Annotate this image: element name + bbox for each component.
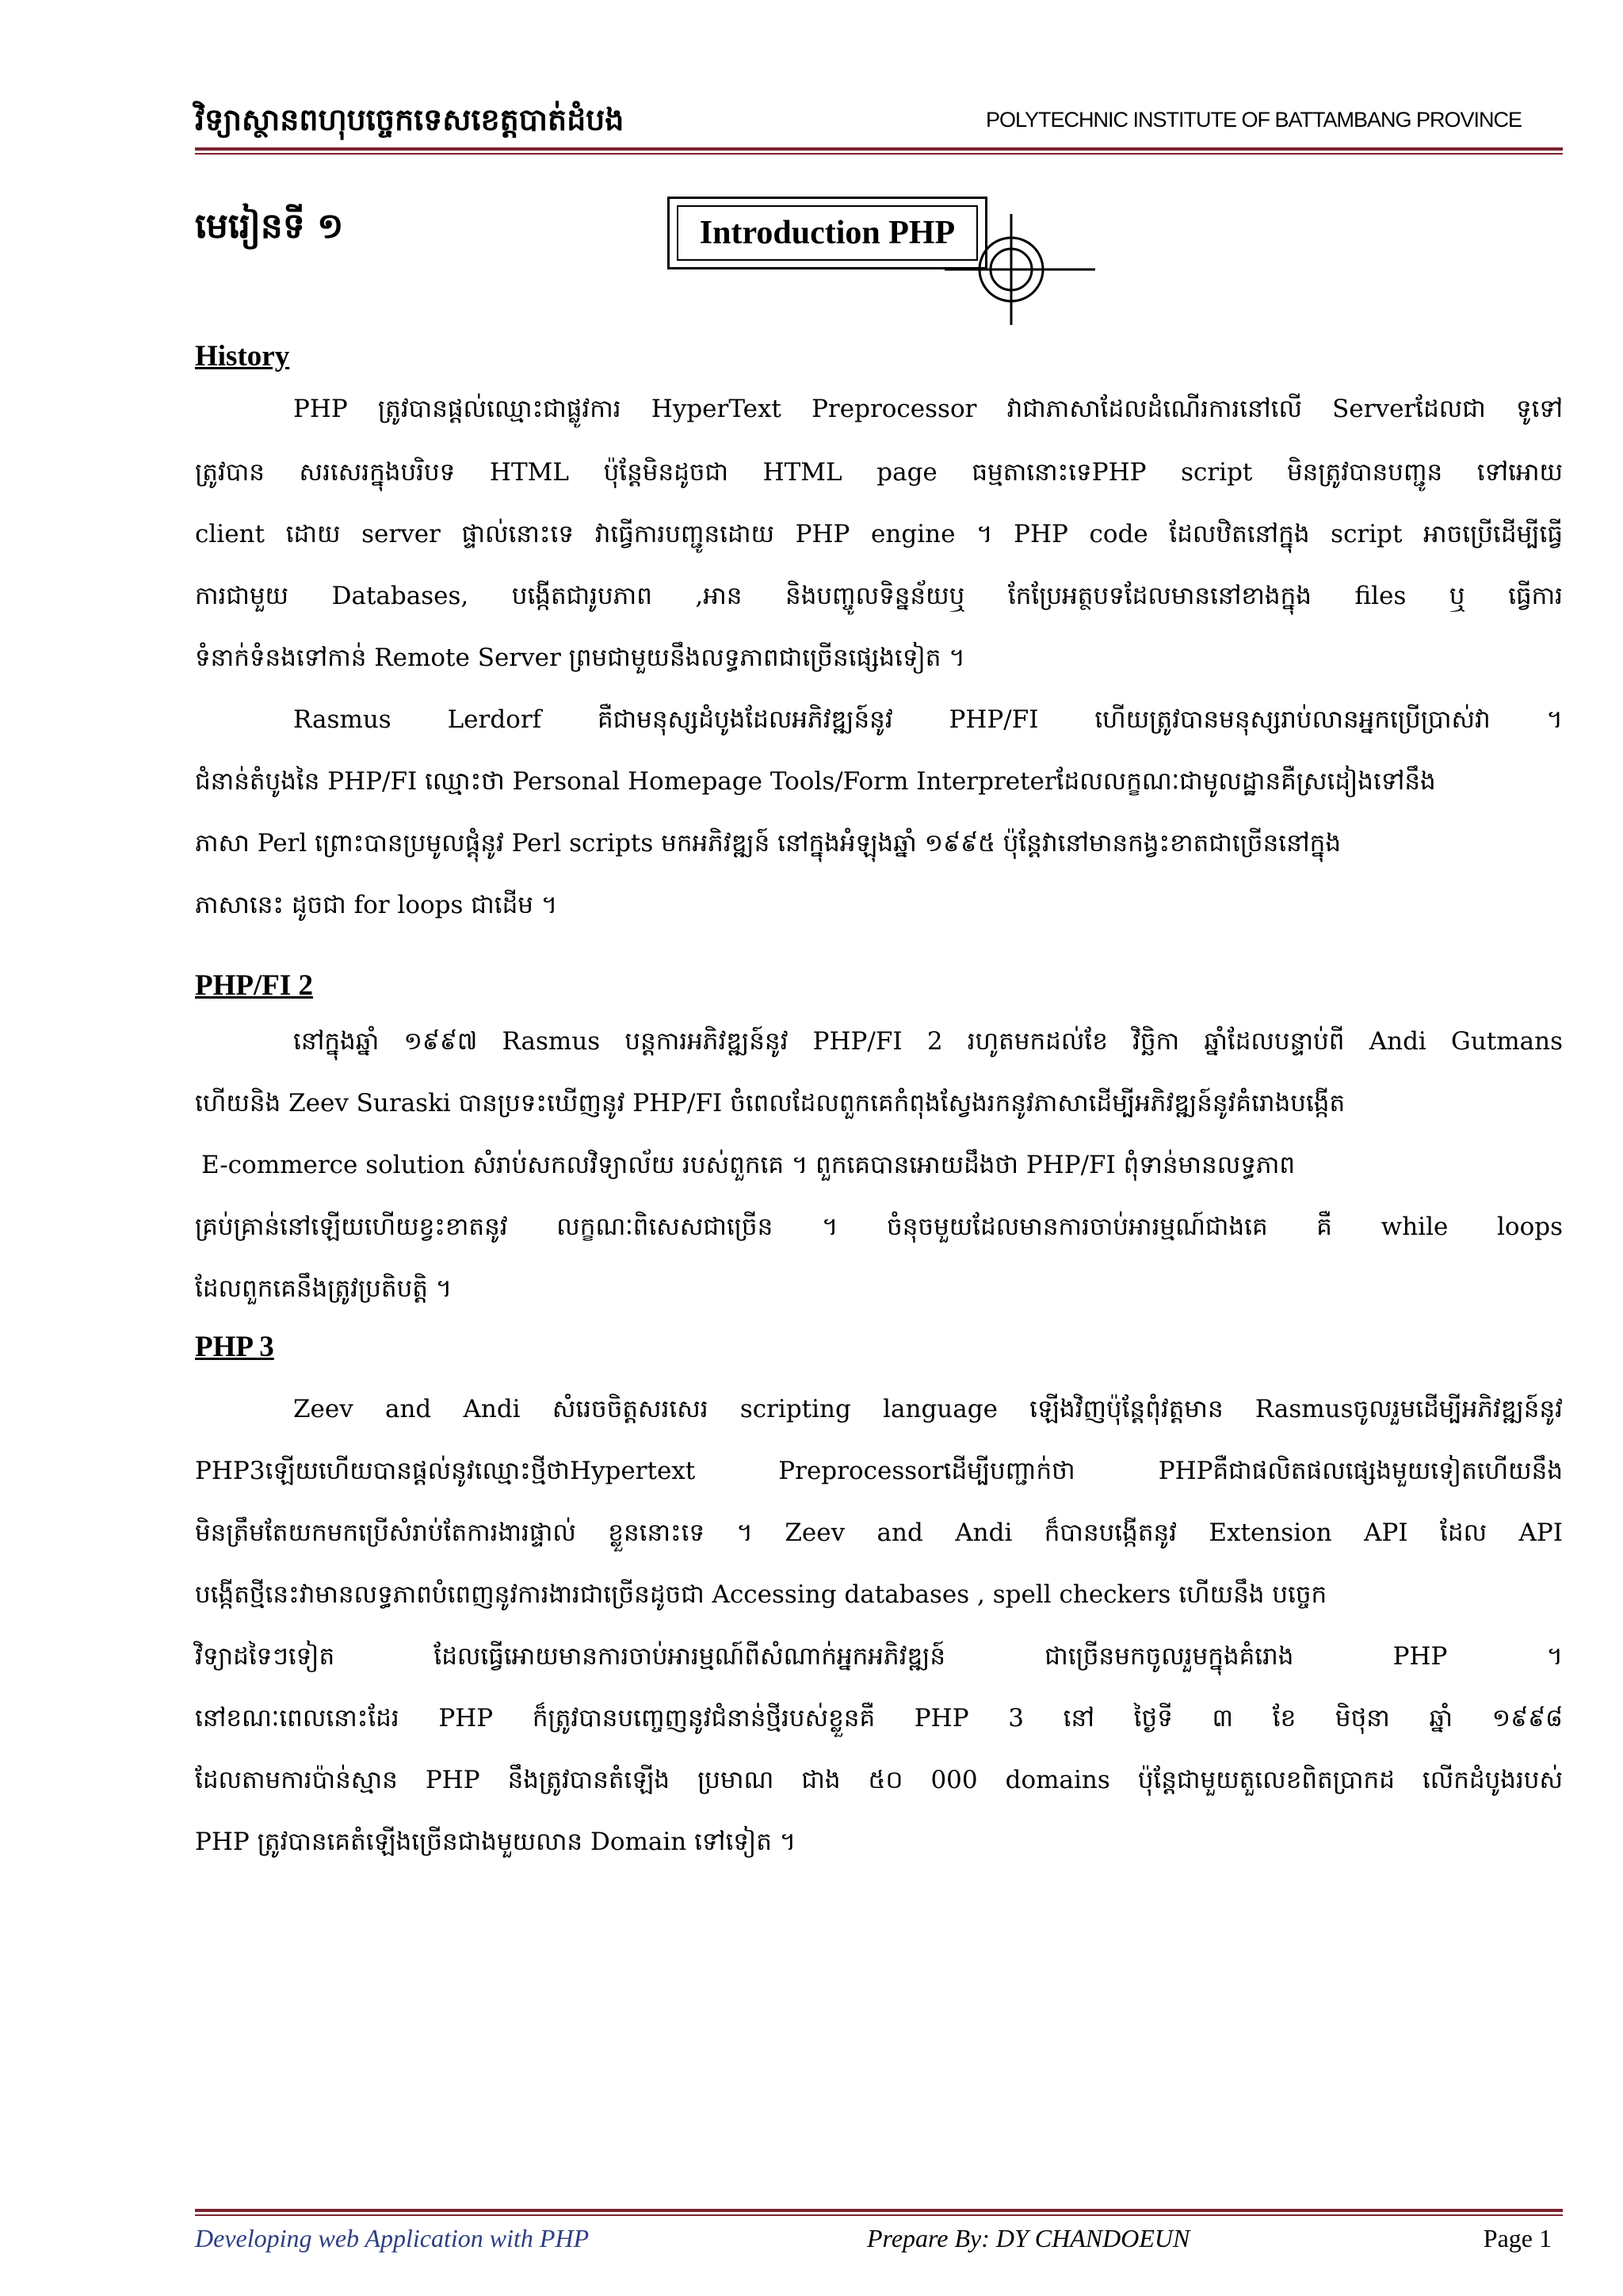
- header-institute-khmer: វិទ្យាស្ថានពហុបច្ចេកទេសខេត្តបាត់ដំបង: [195, 102, 624, 137]
- php3-line-4: បង្កើតថ្មីនេះវាមានលទ្ធភាពបំពេញនូវការងារជាច្រើនដូចជា Accessing databases , spell checkers ហើយនឹង បច្ចេក: [195, 1580, 1327, 1609]
- header-rule-thick: [195, 147, 1563, 151]
- php3-line-6: នៅខណៈពេលនោះដែរ PHP ក៏ត្រូវបានបញ្ចេញនូវជំនាន់ថ្មីរបស់ខ្លួនគឺ PHP 3 នៅ ថ្ងៃទី ៣ ខែ មិថុនា ឆ្នាំ ១៩៩៨: [195, 1704, 1563, 1733]
- phpfi2-line-2: ហើយនិង Zeev Suraski បានប្រទះឃើញនូវ PHP/FI ចំពេលដែលពួកគេកំពុងស្វែងរកនូវភាសាដើម្បីអភិវឌ្ឍន៍នូវគំរោងបង្កើត: [195, 1089, 1346, 1117]
- phpfi2-line-1: នៅក្នុងឆ្នាំ ១៩៩៧ Rasmus បន្តការអភិវឌ្ឍន៍នូវ PHP/FI 2 រហូតមកដល់ខែ វិច្ឆិកា ឆ្នាំដែលបន្ទាប់ពី Andi Gutmans: [293, 1027, 1563, 1056]
- phpfi2-line-5: ដែលពួកគេនឹងត្រូវប្រតិបត្តិ ។: [195, 1274, 453, 1303]
- php3-line-3: មិនត្រឹមតែយកមកប្រើសំរាប់តែការងារផ្ទាល់ ខ្លួននោះទេ ។ Zeev and Andi ក៏បានបង្កើតនូវ Extension API ដែល API: [195, 1519, 1563, 1547]
- php3-line-8: PHP ត្រូវបានគេតំឡើងច្រើនជាងមួយលាន Domain ទៅទៀត ។: [195, 1828, 796, 1856]
- section-heading-php3: PHP 3: [195, 1331, 274, 1363]
- footer-course-title: Developing web Application with PHP: [195, 2224, 590, 2252]
- history-line-7: ជំនាន់តំបូងនៃ PHP/FI ឈ្មោះថា Personal Homepage Tools/Form Interpreterដែលលក្ខណៈជាមូលដ្ឋានគឺស្រដៀងទៅនឹង: [195, 767, 1436, 796]
- footer-rule-thin: [195, 2214, 1563, 2216]
- crosshair-icon: [945, 214, 1103, 325]
- history-line-2: ត្រូវបាន សរសេរក្នុងបរិបទ HTML ប៉ុន្តែមិនដូចជា HTML page ធម្មតានោះទេPHP script មិនត្រូវបានបញ្ជូន ទៅអោយ: [195, 458, 1563, 487]
- php3-line-1: Zeev and Andi សំរេចចិត្តសរសេរ scripting language ឡើងវិញប៉ុន្តែពុំវត្តមាន Rasmusចូលរួមដើម្បីអភិវឌ្ឍន៍នូវ: [293, 1395, 1563, 1423]
- header-rule-thin: [195, 153, 1563, 155]
- phpfi2-line-4: គ្រប់គ្រាន់នៅឡើយហើយខ្វះខាតនូវ លក្ខណៈពិសេសជាច្រើន ។ ចំនុចមួយដែលមានការចាប់អារម្មណ៍ជាងគេ គឺ while loops: [195, 1213, 1563, 1241]
- history-line-8: ភាសា Perl ព្រោះបានប្រមូលផ្តុំនូវ Perl scripts មកអភិវឌ្ឍន៍ នៅក្នុងអំឡុងឆ្នាំ ១៩៩៥ ប៉ុន្តែវានៅមានកង្វះខាតជាច្រើននៅក្នុង: [195, 829, 1341, 858]
- history-line-9: ភាសានេះ ដូចជា for loops ជាដើម ។: [195, 891, 558, 919]
- history-line-4: ការជាមួយ Databases, បង្កើតជារូបភាព ,អាន និងបញ្ចូលទិន្នន័យឬ កែប្រែអត្ថបទដែលមាននៅខាងក្នុង files ឬ ធ្វើការ: [195, 582, 1563, 610]
- php3-line-2: PHP3ឡើយហើយបានផ្តល់នូវឈ្មោះថ្មីថាHypertext Preprocessorដើម្បីបញ្ជាក់ថា PHPគឺជាផលិតផលផ្សេងមួយទៀតហើយនឹង: [195, 1457, 1563, 1485]
- footer-author: Prepare By: DY CHANDOEUN: [867, 2224, 1190, 2252]
- section-heading-phpfi2: PHP/FI 2: [195, 969, 314, 1002]
- lesson-number: មេរៀនទី ១: [195, 206, 344, 246]
- php3-line-5: វិទ្យាដទៃៗទៀត ដែលធ្វើអោយមានការចាប់អារម្មណ៍ពីសំណាក់អ្នកអភិវឌ្ឍន៍ ជាច្រើនមកចូលរួមក្នុងគំរោង PHP ។: [195, 1642, 1563, 1671]
- footer-page-number: Page 1: [1483, 2224, 1552, 2252]
- lesson-title: Introduction PHP: [677, 205, 978, 261]
- history-line-1: PHP ត្រូវបានផ្តល់ឈ្មោះជាផ្លូវការ HyperText Preprocessor វាជាភាសាដែលដំណើរការនៅលើ Serverដែលជា ទូទៅ: [293, 395, 1563, 423]
- phpfi2-line-3: E-commerce solution សំរាប់សកលវិទ្យាល័យ របស់ពួកគេ ។ ពួកគេបានអោយដឹងថា PHP/FI ពុំទាន់មានលទ្ធភាព: [201, 1151, 1296, 1179]
- history-line-3: client ដោយ server ផ្ទាល់នោះទេ វាធ្វើការបញ្ជូនដោយ PHP engine ។ PHP code ដែលឋិតនៅក្នុង script អាចប្រើដើម្បីធ្វើ: [195, 520, 1563, 548]
- history-line-6: Rasmus Lerdorf គឺជាមនុស្សដំបូងដែលអភិវឌ្ឍន៍នូវ PHP/FI ហើយត្រូវបានមនុស្សរាប់លានអ្នកប្រើប្រាស់វា ។: [293, 705, 1563, 734]
- php3-line-7: ដែលតាមការប៉ាន់ស្មាន PHP នឹងត្រូវបានតំឡើង ប្រមាណ ជាង ៥០ 000 domains ប៉ុន្តែជាមួយតួលេខពិតប្រាកដ លើកដំបូងរបស់: [195, 1766, 1563, 1794]
- header-institute-english: POLYTECHNIC INSTITUTE OF BATTAMBANG PROVINCE: [985, 108, 1522, 132]
- footer-rule-thick: [195, 2209, 1563, 2212]
- history-line-5: ទំនាក់ទំនងទៅកាន់ Remote Server ព្រមជាមួយនឹងលទ្ធភាពជាច្រើនផ្សេងទៀត ។: [195, 644, 965, 672]
- section-heading-history: History: [195, 340, 290, 372]
